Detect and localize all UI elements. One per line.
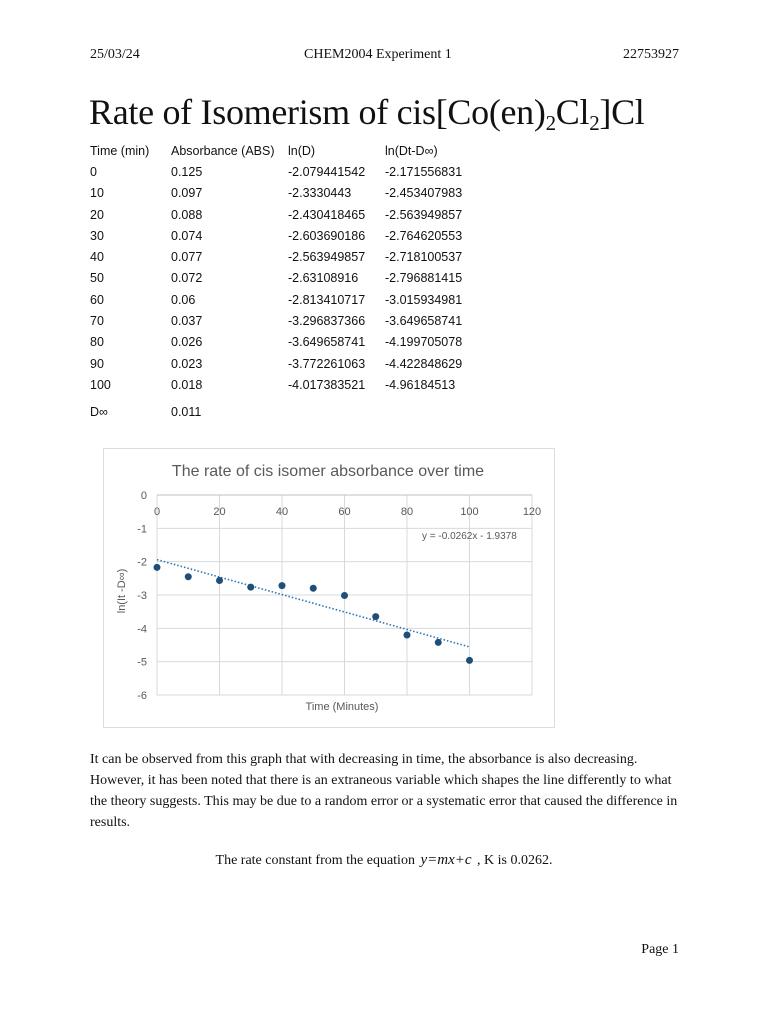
- column-header-ln-d: ln(D): [288, 143, 316, 158]
- cell-absorbance: 0.026: [171, 335, 203, 350]
- page-number: Page 1: [641, 942, 679, 957]
- cell-ln-d: -2.63108916: [288, 271, 359, 286]
- data-point: [310, 585, 317, 592]
- chart-title: The rate of cis isomer absorbance over time: [171, 463, 485, 480]
- cell-time: 80: [90, 335, 104, 350]
- cell-ln-dt-dinf: -2.171556831: [385, 164, 463, 179]
- table-row: [90, 183, 495, 204]
- y-tick-label: -3: [137, 590, 147, 602]
- x-tick-label: 40: [275, 506, 289, 518]
- d-infinity-value: 0.011: [171, 405, 202, 419]
- cell-ln-d: -3.649658741: [288, 335, 366, 350]
- cell-ln-dt-dinf: -2.563949857: [385, 207, 463, 222]
- table-row: [90, 374, 495, 395]
- cell-ln-dt-dinf: -4.422848629: [385, 356, 463, 371]
- y-tick-label: -4: [137, 623, 147, 636]
- chart-y-axis-label: ln(It -D∞): [116, 568, 128, 614]
- x-tick-label: 0: [153, 506, 161, 518]
- cell-time: 40: [90, 250, 104, 265]
- title-subscript-1: 2: [545, 111, 556, 135]
- table-row: [90, 332, 495, 353]
- header-date: 25/03/24: [90, 47, 140, 62]
- header-student-id: 22753927: [623, 47, 679, 62]
- table-row: [90, 204, 495, 225]
- y-tick-label: -1: [137, 523, 147, 536]
- cell-time: 70: [90, 314, 104, 329]
- cell-absorbance: 0.077: [171, 250, 203, 265]
- cell-time: 60: [90, 292, 104, 307]
- title-subscript-2: 2: [589, 111, 600, 135]
- d-infinity-label: D∞: [90, 405, 108, 419]
- table-row: [90, 289, 495, 310]
- cell-ln-dt-dinf: -2.764620553: [385, 228, 463, 243]
- cell-absorbance: 0.088: [171, 207, 203, 222]
- data-point: [404, 631, 411, 638]
- discussion-paragraph: It can be observed from this graph that with decreasing in time, the absorbance is also decreasing. However, it has been noted that there is an extraneous variable which shapes the line differently to what the theory suggests. This may be due to a random error or a systematic error that caused the difference in results.: [90, 752, 678, 830]
- y-tick-label: -2: [137, 556, 147, 569]
- cell-ln-d: -2.813410717: [288, 292, 366, 307]
- cell-time: 30: [90, 228, 104, 243]
- cell-ln-d: -3.772261063: [288, 356, 366, 371]
- cell-ln-dt-dinf: -4.199705078: [385, 335, 463, 350]
- cell-time: 20: [90, 207, 104, 222]
- cell-absorbance: 0.097: [171, 186, 203, 201]
- cell-absorbance: 0.037: [171, 314, 203, 329]
- title-mid: Cl: [555, 92, 590, 132]
- trendline-equation: y = -0.0262x - 1.9378: [422, 531, 517, 542]
- x-tick-label: 80: [400, 506, 414, 518]
- cell-ln-dt-dinf: -4.96184513: [385, 377, 456, 392]
- data-point: [466, 657, 473, 664]
- data-point: [247, 584, 254, 591]
- title-prefix: Rate of Isomerism of cis[Co(en): [89, 92, 546, 132]
- rate-text-before: The rate constant from the equation: [215, 853, 415, 868]
- x-tick-label: 60: [338, 506, 351, 518]
- table-row: [90, 246, 495, 267]
- cell-ln-dt-dinf: -3.015934981: [385, 292, 463, 307]
- cell-time: 90: [90, 356, 104, 371]
- rate-constant-statement: [0, 852, 768, 869]
- cell-ln-dt-dinf: -2.453407983: [385, 186, 463, 201]
- page-title: [89, 91, 645, 133]
- cell-time: 50: [90, 271, 104, 286]
- data-point: [341, 592, 348, 599]
- y-tick-label: -5: [137, 656, 147, 669]
- x-tick-label: 20: [213, 506, 226, 518]
- table-body: [90, 161, 495, 395]
- cell-time: 100: [90, 377, 111, 392]
- table-row: [90, 268, 495, 289]
- page-header: [90, 47, 679, 67]
- cell-absorbance: 0.125: [171, 164, 203, 179]
- table-row: [90, 353, 495, 374]
- data-point: [372, 613, 379, 620]
- x-tick-label: 120: [522, 506, 542, 518]
- cell-time: 10: [90, 186, 104, 201]
- column-header-ln-dt-dinf: ln(Dt-D∞): [385, 143, 438, 158]
- cell-ln-d: -2.430418465: [288, 207, 366, 222]
- cell-absorbance: 0.06: [171, 292, 196, 307]
- data-point: [435, 639, 442, 646]
- cell-absorbance: 0.074: [171, 228, 203, 243]
- cell-ln-d: -4.017383521: [288, 377, 366, 392]
- table-row: [90, 225, 495, 246]
- column-header-absorbance: Absorbance (ABS): [171, 143, 275, 158]
- cell-time: 0: [90, 164, 97, 179]
- cell-absorbance: 0.018: [171, 377, 203, 392]
- cell-ln-dt-dinf: -2.796881415: [385, 271, 463, 286]
- y-tick-label: -6: [137, 690, 147, 702]
- trendline: [157, 560, 470, 647]
- table-header-row: [90, 140, 495, 161]
- cell-ln-dt-dinf: -3.649658741: [385, 314, 463, 329]
- cell-ln-d: -2.3330443: [288, 186, 352, 201]
- y-tick-label: 0: [140, 490, 147, 502]
- cell-ln-d: -2.603690186: [288, 228, 366, 243]
- x-tick-label: 100: [460, 506, 479, 518]
- chart-container: [103, 448, 555, 728]
- cell-absorbance: 0.072: [171, 271, 203, 286]
- table-row: [90, 310, 495, 331]
- cell-ln-d: -3.296837366: [288, 314, 366, 329]
- chart-x-axis-label: Time (Minutes): [305, 701, 379, 713]
- title-suffix: ]Cl: [599, 92, 645, 132]
- column-header-time: Time (min): [90, 143, 150, 158]
- cell-ln-dt-dinf: -2.718100537: [385, 250, 463, 265]
- scatter-chart: [104, 449, 554, 727]
- data-point: [216, 577, 223, 584]
- cell-absorbance: 0.023: [171, 356, 203, 371]
- data-point: [154, 564, 161, 571]
- cell-ln-d: -2.079441542: [288, 164, 366, 179]
- data-point: [279, 582, 286, 589]
- table-row: [90, 161, 495, 182]
- data-table: [90, 140, 495, 396]
- data-point: [185, 573, 192, 580]
- rate-equation: y=mx+c: [420, 852, 472, 868]
- rate-text-after: , K is 0.0262.: [477, 853, 553, 868]
- cell-ln-d: -2.563949857: [288, 250, 366, 265]
- header-course: CHEM2004 Experiment 1: [304, 47, 452, 62]
